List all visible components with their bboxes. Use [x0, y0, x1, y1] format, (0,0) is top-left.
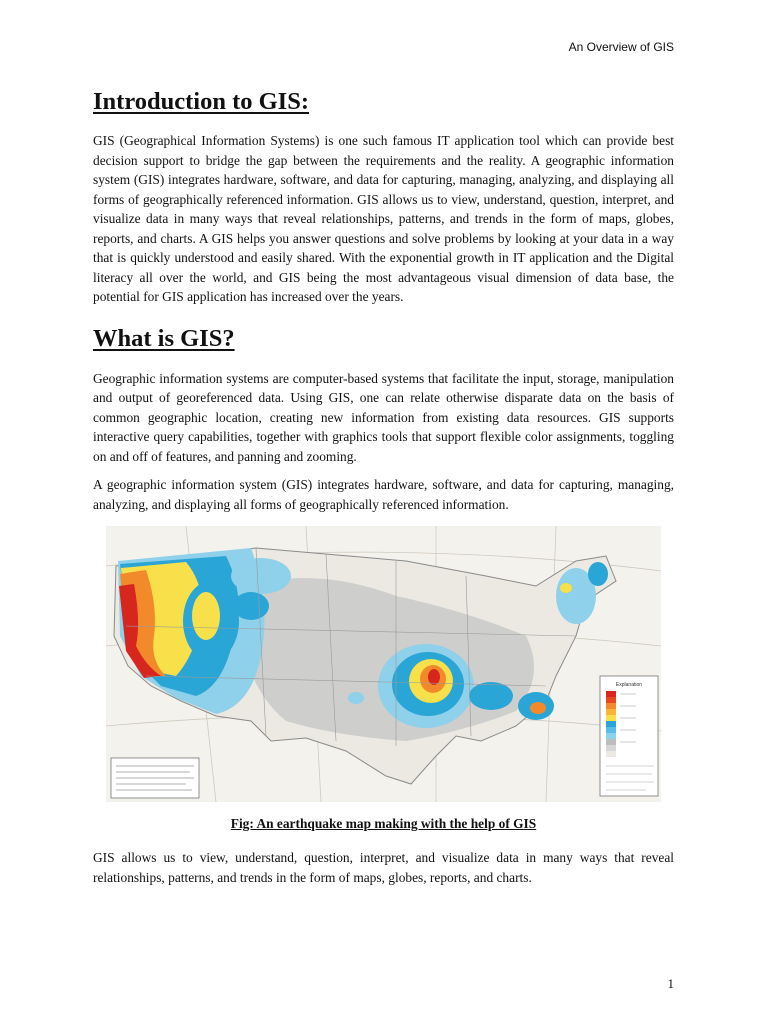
what-is-gis-paragraph-1: Geographic information systems are computer-based systems that facilitate the input, storage, manipulation and output of georeferenced data. Using GIS, one can relate otherwise disparate data on the basis of common geographic location, creating new information from existing data resources. GIS supports interactive query capabilities, together with graphics tools that support flexible color assignments, toggling on and off of features, and panning and zooming. [93, 370, 674, 464]
south-carolina-spot [348, 692, 364, 704]
page-number: 1 [667, 976, 674, 991]
tennessee-zone [469, 682, 513, 710]
montana-zone [231, 558, 291, 594]
legend-title: Explanation [615, 682, 643, 688]
closing-paragraph: GIS allows us to view, understand, question, interpret, and visualize data in many ways that reveal relationships, patterns, and trends in the form of maps, globes, reports, and charts. [93, 850, 674, 885]
utah-core [192, 592, 220, 640]
intro-paragraph: GIS (Geographical Information Systems) is one such famous IT application tool which can provide best decision support to bridge the gap between the requirements and the reality. A geographic information system (GIS) integrates hardware, software, and data for capturing, managing, analyzing, and displaying all forms of geographically referenced information. GIS allows us to view, understand, question, interpret, and visualize data in many ways that reveal relationships, patterns, and trends in the form of maps, globes, reports, and charts. A GIS helps you answer questions and solve problems by looking at your data in a way that is quickly understood and easily shared. With the exponential growth in IT application and the Digital literacy all over the world, and GIS being the most advantageous visual dimension of data base, the potential for GIS application has increased over the years. [93, 133, 674, 304]
intro-heading: Introduction to GIS: [93, 88, 310, 115]
new-madrid-red [428, 669, 440, 685]
wyoming-zone [233, 592, 269, 620]
charleston-core [530, 702, 546, 714]
what-is-gis-paragraph-2: A geographic information system (GIS) integrates hardware, software, and data for capturing, managing, analyzing, and displaying all forms of geographically referenced information. [93, 477, 674, 512]
what-is-gis-heading: What is GIS? [93, 324, 235, 352]
figure-caption: Fig: An earthquake map making with the help of GIS [230, 816, 537, 831]
page-content [93, 86, 674, 887]
running-header: An Overview of GIS [568, 40, 674, 54]
northeast-core [588, 562, 608, 586]
new-england-spot [560, 583, 572, 593]
earthquake-map-figure [106, 526, 661, 802]
earthquake-map [106, 526, 661, 802]
map-legend [600, 676, 658, 796]
